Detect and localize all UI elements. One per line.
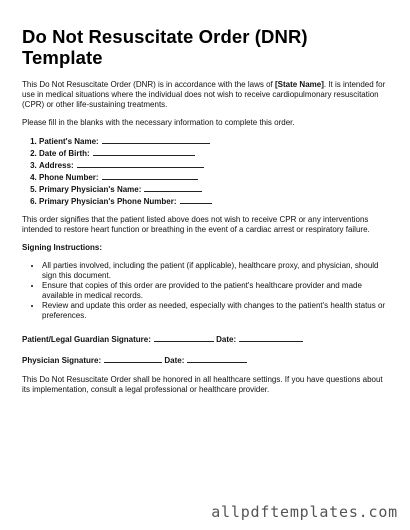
signing-instructions-list xyxy=(22,261,390,321)
intro-text: This Do Not Resuscitate Order (DNR) is in accordance with the laws of xyxy=(22,80,275,89)
intro-paragraph xyxy=(22,80,390,110)
physician-date-blank[interactable] xyxy=(187,354,247,363)
field-date-of-birth xyxy=(39,147,390,159)
physician-signature-blank[interactable] xyxy=(104,354,162,363)
field-label: Patient's Name: xyxy=(39,137,99,146)
field-list xyxy=(22,135,390,207)
field-phone-number xyxy=(39,171,390,183)
page-title: Do Not Resuscitate Order (DNR) Template xyxy=(22,26,308,68)
field-label: Primary Physician's Name: xyxy=(39,185,142,194)
field-physician-phone xyxy=(39,195,390,207)
field-address xyxy=(39,159,390,171)
guardian-signature-line xyxy=(22,333,390,345)
document-page xyxy=(22,26,390,395)
closing-paragraph: This Do Not Resuscitate Order shall be honored in all healthcare settings. If you have questions about its implementation, consult a legal professional or healthcare provider. xyxy=(22,375,383,394)
physician-name-blank[interactable] xyxy=(144,183,202,192)
state-name-placeholder[interactable]: [State Name] xyxy=(274,80,324,89)
guardian-signature-label: Patient/Legal Guardian Signature: xyxy=(22,335,151,344)
patient-name-blank[interactable] xyxy=(102,135,210,144)
fill-instruction: Please fill in the blanks with the necessary information to complete this order. xyxy=(22,118,295,127)
field-physician-name xyxy=(39,183,390,195)
guardian-date-label: Date: xyxy=(216,335,237,344)
intro-text-end: . It is intended for use in medical situations where the individual does not wish to receive cardiopulmonary resuscitation (CPR) or other life-sustaining treatments. xyxy=(22,80,386,109)
address-blank[interactable] xyxy=(77,159,204,168)
guardian-date-blank[interactable] xyxy=(239,333,303,342)
guardian-signature-blank[interactable] xyxy=(154,333,214,342)
field-label: Primary Physician's Phone Number: xyxy=(39,197,177,206)
field-label: Address: xyxy=(39,161,74,170)
signing-item: • Ensure that copies of this order are provided to the patient's healthcare provider and made available in medical records. xyxy=(42,281,390,301)
watermark: allpdftemplates.com xyxy=(211,503,398,521)
physician-date-label: Date: xyxy=(164,356,185,365)
field-label: Date of Birth: xyxy=(39,149,90,158)
physician-phone-blank[interactable] xyxy=(180,195,212,204)
signifies-paragraph: This order signifies that the patient listed above does not wish to receive CPR or any interventions intended to restore heart function or breathing in the event of a cardiac arrest or respiratory failure. xyxy=(22,215,370,234)
signing-item: • All parties involved, including the patient (if applicable), healthcare proxy, and physician, should sign this document. xyxy=(42,261,390,281)
signing-item: • Review and update this order as needed, especially with changes to the patient's health status or preferences. xyxy=(42,301,390,321)
date-of-birth-blank[interactable] xyxy=(93,147,195,156)
signing-instructions-heading: Signing Instructions: xyxy=(22,243,102,252)
physician-signature-line xyxy=(22,354,390,366)
field-label: Phone Number: xyxy=(39,173,99,182)
phone-number-blank[interactable] xyxy=(102,171,198,180)
physician-signature-label: Physician Signature: xyxy=(22,356,102,365)
field-patient-name xyxy=(39,135,390,147)
